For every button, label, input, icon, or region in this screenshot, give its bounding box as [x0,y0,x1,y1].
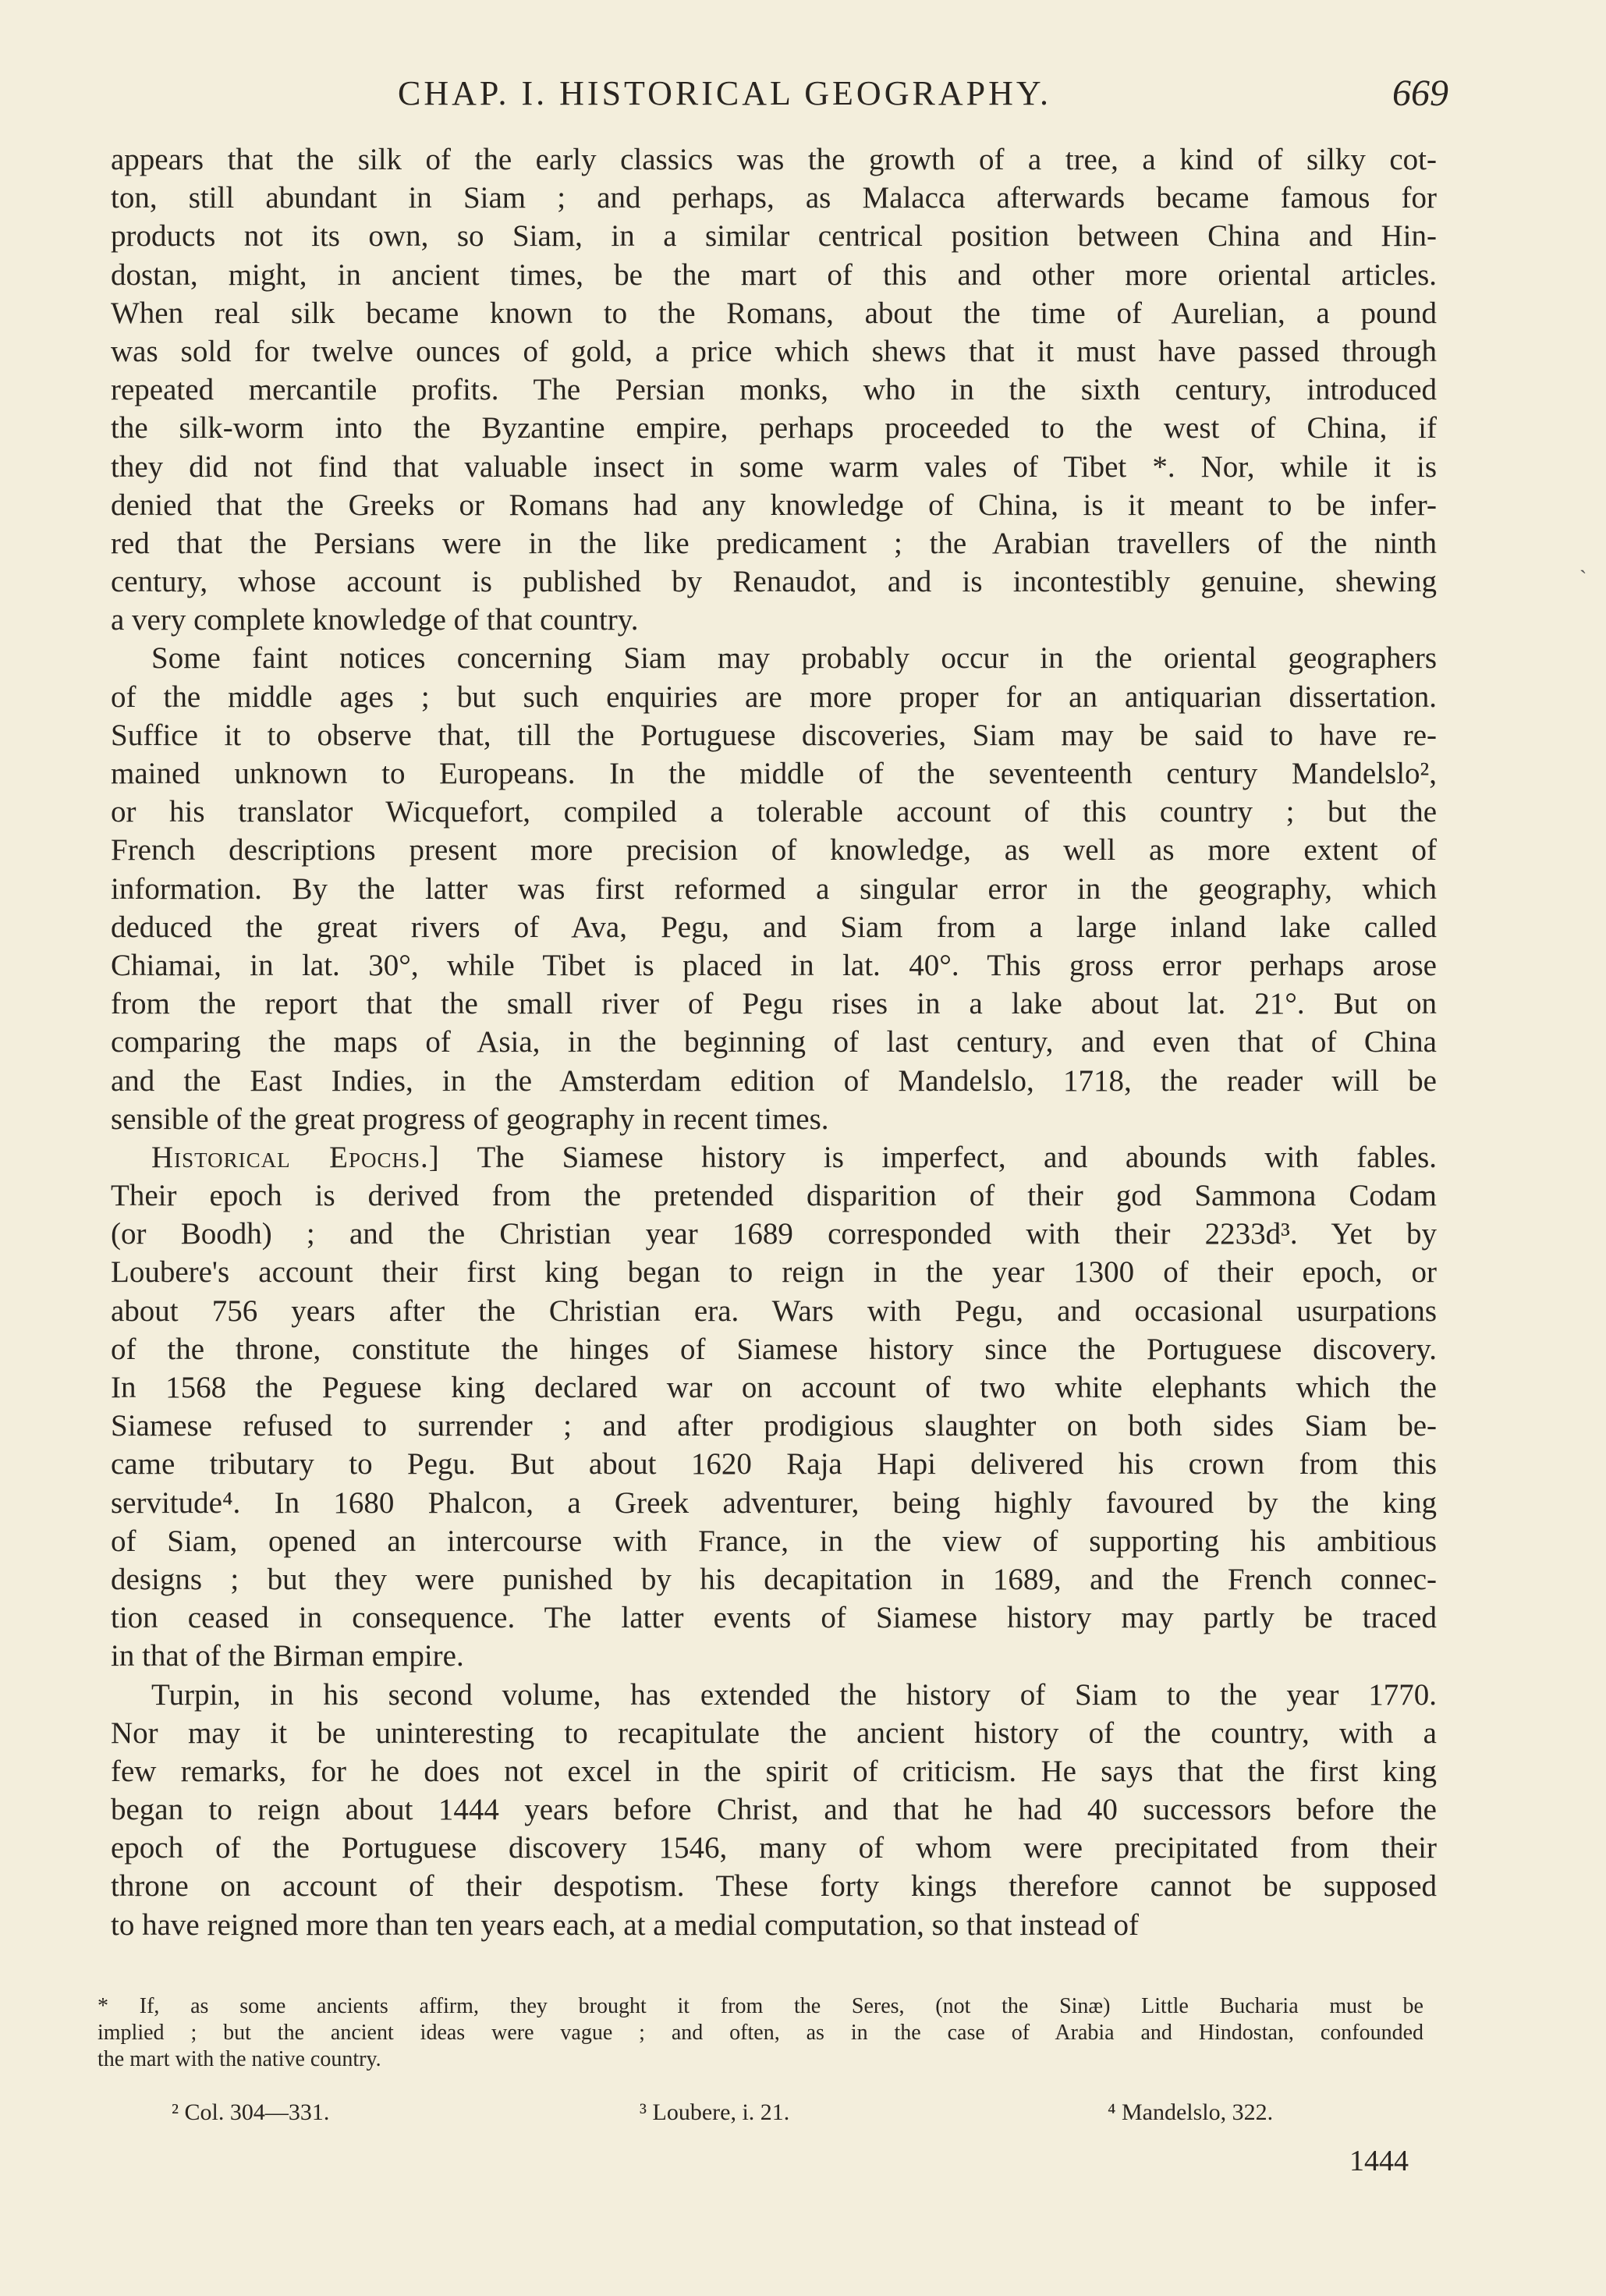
text-line: Nor may it be uninteresting to recapitulate the ancient history of the country, with a [111,1716,1437,1750]
text-line: mained unknown to Europeans. In the middle of the seventeenth century Mandelslo², [111,757,1437,790]
text-line: and the East Indies, in the Amsterdam edition of Mandelslo, 1718, the reader will be [111,1063,1437,1098]
text-line: few remarks, for he does not excel in the spirit of criticism. He says that the first king [111,1754,1437,1788]
text-line: denied that the Greeks or Romans had any knowledge of China, is it meant to be infer- [111,488,1437,522]
text-line: was sold for twelve ounces of gold, a price which shews that it must have passed through [111,334,1437,368]
text-line [111,1138,1437,1176]
footnote-ref-2: ² Col. 304—331. [172,2099,330,2125]
text-line: ton, still abundant in Siam ; and perhaps, as Malacca afterwards became famous for [111,181,1437,215]
paragraph [111,1676,1437,1944]
text-line: repeated mercantile profits. The Persian monks, who in the sixth century, introduced [111,373,1437,407]
paragraph [111,639,1437,1137]
text-line: about 756 years after the Christian era. Wars with Pegu, and occasional usurpations [111,1293,1437,1328]
text-line: designs ; but they were punished by his decapitation in 1689, and the French connec- [111,1562,1437,1596]
text-line-content: The Siamese history is imperfect, and abounds with fables. [439,1140,1437,1174]
text-line: Chiamai, in lat. 30°, while Tibet is placed in lat. 40°. This gross error perhaps arose [111,948,1437,982]
text-line: French descriptions present more precision of knowledge, as well as more extent of [111,833,1437,868]
paragraph [111,140,1437,639]
text-line: or his translator Wicquefort, compiled a tolerable account of this country ; but the [111,795,1437,829]
text-line: products not its own, so Siam, in a similar centrical position between China and Hin- [111,219,1437,254]
text-line: of Siam, opened an intercourse with France, in the view of supporting his ambitious [111,1524,1437,1558]
text-line: Turpin, in his second volume, has extended the history of Siam to the year 1770. [151,1677,1437,1712]
text-line: Their epoch is derived from the pretended disparition of their god Sammona Codam [111,1179,1437,1213]
text-line: When real silk became known to the Romans, about the time of Aurelian, a pound [111,296,1437,330]
text-line: Suffice it to observe that, till the Portuguese discoveries, Siam may be said to have re- [111,718,1437,752]
text-line: came tributary to Pegu. But about 1620 Raja Hapi delivered his crown from this [111,1447,1437,1482]
text-line: throne on account of their despotism. These forty kings therefore cannot be supposed [111,1869,1437,1904]
text-line: dostan, might, in ancient times, be the mart of this and other more oriental articles. [111,257,1437,292]
text-line: Some faint notices concerning Siam may probably occur in the oriental geographers [151,641,1437,676]
text-line: Siamese refused to surrender ; and after prodigious slaughter on both sides Siam be- [111,1409,1437,1443]
text-line: In 1568 the Peguese king declared war on account of two white elephants which the [111,1371,1437,1404]
text-line: Loubere's account their first king began to reign in the year 1300 of their epoch, or [111,1255,1437,1290]
page-number: 669 [1392,73,1448,114]
footnote-block [97,1993,1423,2073]
text-line: in that of the Birman empire. [111,1639,464,1673]
text-line: comparing the maps of Asia, in the beginning of last century, and even that of China [111,1025,1437,1059]
text-line: appears that the silk of the early classics was the growth of a tree, a kind of silky cot- [111,143,1437,176]
footnote-line: the mart with the native country. [97,2047,381,2071]
text-line: servitude⁴. In 1680 Phalcon, a Greek adventurer, being highly favoured by the king [111,1485,1437,1520]
text-line: tion ceased in consequence. The latter events of Siamese history may partly be traced [111,1601,1437,1635]
body-text [111,140,1437,1944]
text-line: a very complete knowledge of that country. [111,603,639,637]
text-line: red that the Persians were in the like predicament ; the Arabian travellers of the ninth [111,526,1437,560]
text-line: epoch of the Portuguese discovery 1546, many of whom were precipitated from their [111,1831,1437,1865]
text-line: information. By the latter was first reformed a singular error in the geography, which [111,871,1437,906]
catchword: 1444 [1349,2145,1409,2177]
running-title: CHAP. I. HISTORICAL GEOGRAPHY. [398,74,1051,112]
text-line: sensible of the great progress of geography in recent times. [111,1102,829,1136]
footnote-references [172,2099,1420,2127]
text-line: to have reigned more than ten years each, at a medial computation, so that instead of [111,1907,1139,1942]
text-line: the silk-worm into the Byzantine empire, perhaps proceeded to the west of China, if [111,411,1437,445]
margin-mark: ˎ [1579,550,1587,574]
paragraph [111,1138,1437,1676]
footnote-ref-3: ³ Loubere, i. 21. [640,2099,790,2125]
section-heading: Historical Epochs.] [151,1140,440,1174]
text-line: they did not find that valuable insect in some warm vales of Tibet *. Nor, while it is [111,449,1437,484]
footnote-line: implied ; but the ancient ideas were vague ; and often, as in the case of Arabia and Hindostan, confounded [97,2021,1423,2045]
text-line: century, whose account is published by Renaudot, and is incontestibly genuine, shewing [111,565,1437,599]
footnote-line: * If, as some ancients affirm, they brought it from the Seres, (not the Sinæ) Little Bucharia must be [97,1994,1423,2018]
text-line: deduced the great rivers of Ava, Pegu, and Siam from a large inland lake called [111,910,1437,944]
text-line: of the middle ages ; but such enquiries are more proper for an antiquarian dissertation. [111,680,1437,714]
footnote-ref-4: ⁴ Mandelslo, 322. [1108,2099,1274,2125]
text-line: (or Boodh) ; and the Christian year 1689 corresponded with their 2233d³. Yet by [111,1217,1437,1251]
running-head [0,70,1606,117]
text-line: from the report that the small river of Pegu rises in a lake about lat. 21°. But on [111,987,1437,1021]
text-line: of the throne, constitute the hinges of Siamese history since the Portuguese discovery. [111,1332,1437,1366]
text-line: began to reign about 1444 years before Christ, and that he had 40 successors before the [111,1793,1437,1827]
